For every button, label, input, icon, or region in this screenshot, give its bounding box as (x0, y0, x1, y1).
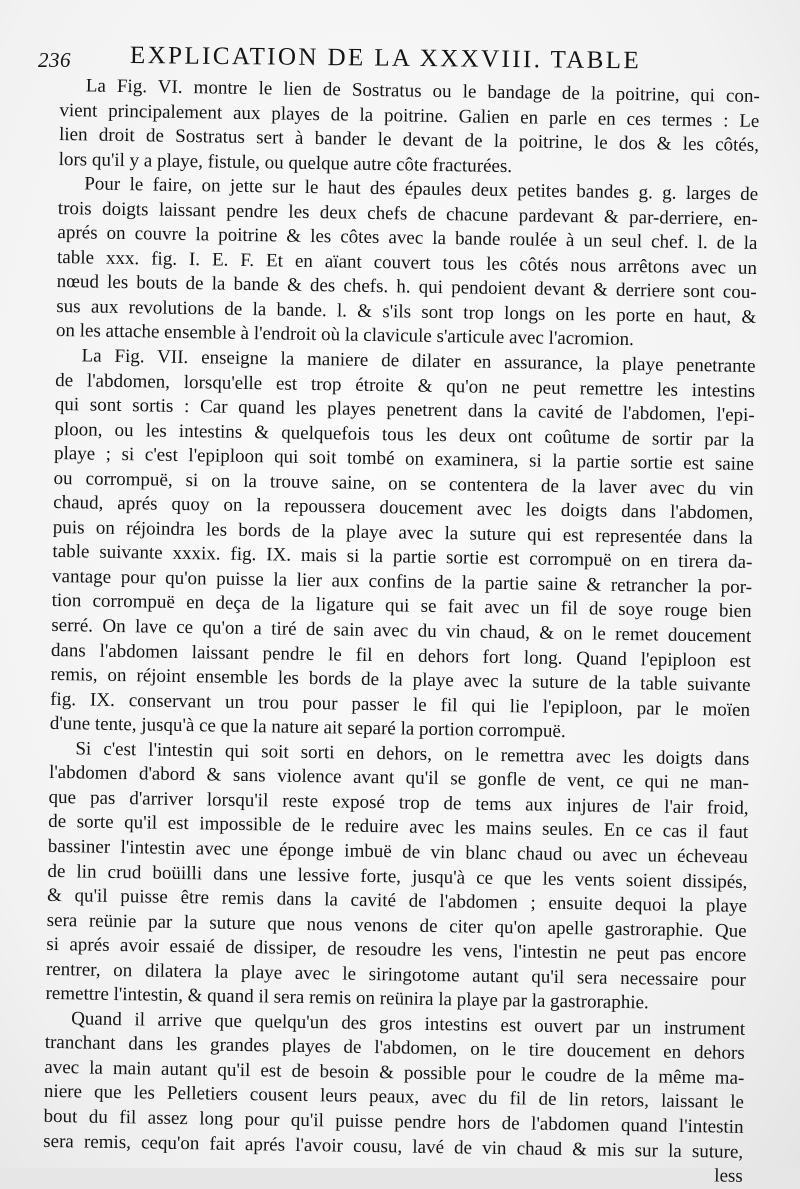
text-line: serré. On lave ce qu'on a tiré de sain avec du vin chaud, & on le remet doucement (51, 614, 752, 647)
text-line: remis, on réjoint ensemble les bords de la playe avec la suture de la table suivante (50, 664, 751, 697)
text-line: niere que les Pelletiers cousent leurs peaux, avec du fil de lin retors, laissant le (43, 1081, 745, 1114)
text-line: vient principalement aux playes de la poitrine. Galien en parle en ces termes : Le (59, 99, 760, 132)
text-line: remettre l'intestin, & quand il sera remis on reünira la playe par la gastroraphie. (45, 983, 649, 1014)
text-line: table suivante xxxix. fig. IX. mais si la partie sortie est corrompuë on en tirera da- (52, 541, 753, 574)
text-line: table xxx. fig. I. E. F. Et en aïant couvert tous les côtés nous arrêtons avec un (56, 246, 758, 279)
text-line: sera reünie par la suture que nous venons de citer qu'on apelle gastroraphie. Que (46, 909, 747, 942)
catchword: less (714, 1165, 743, 1187)
text-line: sus aux revolutions de la bande. l. & s'ils sont trop longs on les porte en haut, & (56, 295, 757, 328)
text-line: l'abdomen d'abord & sans violence avant qu'il se gonfle de vent, ce qui ne man- (48, 762, 750, 795)
text-line: tranchant dans les grandes playes de l'abdomen, on le tire doucement en dehors (44, 1032, 745, 1065)
text-line: de l'abdomen, lorsqu'elle est trop étroite & qu'on ne peut remettre les intestins (55, 369, 756, 402)
text-line: playe ; si c'est l'epiploon qui soit tombé on examinera, si la partie sortie est saine (53, 443, 755, 476)
text-line: & qu'il puisse être remis dans la cavité de l'abdomen ; ensuite dequoi la playe (46, 884, 748, 917)
text-line: de sorte qu'il est impossible de le reduire avec les mains seules. En ce cas il faut (48, 811, 749, 844)
text-line: puis on réjoindra les bords de la playe avec la suture qui est representée dans la (52, 516, 753, 549)
text-line: ou corrompuë, si on la trouve saine, on se contentera de la laver avec du vin (53, 467, 754, 500)
text-line: trois doigts laissant pendre les deux chefs de chacune pardevant & par-derriere, en- (57, 197, 758, 230)
page-number: 236 (38, 48, 71, 72)
text-line: La Fig. VII. enseigne la maniere de dilater en assurance, la playe penetrante (81, 345, 756, 377)
text-line: ploon, ou les intestins & quelquefois tous les deux ont coûtume de sortir par la (54, 418, 755, 451)
text-line: Si c'est l'intestin qui soit sorti en dehors, on le remettra avec les doigts dans (75, 738, 750, 770)
text-line: lien droit de Sostratus sert à bander le devant de la poitrine, le dos & les côtés, (58, 124, 760, 157)
text-line: dans l'abdomen laissant pendre le fil en dehors fort long. Quand l'epiploon est (50, 639, 752, 672)
text-line: bassiner l'intestin avec une éponge imbuë de vin blanc chaud ou avec un écheveau (47, 835, 748, 868)
text-line: lors qu'il y a playe, fistule, ou quelque autre côte fracturées. (58, 148, 513, 177)
text-line: aprés on couvre la poitrine & les côtes avec la bande roulée à un seul chef. l. de la (57, 222, 758, 255)
text-line: sera remis, cequ'on fait aprés l'avoir cousu, lavé de vin chaud & mis sur la suture, (43, 1130, 744, 1163)
text-line: si aprés avoir essaié de dissiper, de resoudre les vens, l'intestin ne peut pas encore (46, 934, 747, 967)
text-line: d'une tente, jusqu'à ce que la nature ait separé la portion corrompuë. (49, 713, 566, 743)
text-line: La Fig. VI. montre le lien de Sostratus ou le bandage de la poitrine, qui con- (85, 75, 760, 107)
text-line: vantage pour qu'on puisse la lier aux confins de la partie saine & retrancher la por- (51, 565, 753, 598)
text-line: que pas d'arriver lorsqu'il reste exposé trop de tems aux injures de l'air froid, (48, 786, 749, 819)
text-line: chaud, aprés quoy on la repoussera doucement avec les doigts dans l'abdomen, (53, 492, 754, 525)
text-line: bout du fil assez long pour qu'il puisse pendre hors de l'abdomen quand l'intestin (43, 1105, 744, 1138)
text-line: rentrer, on dilatera la playe avec le siringotome autant qu'il sera necessaire pour (45, 958, 747, 991)
text-line: nœud les bouts de la bande & des chefs. h. qui pendoient devant & derriere sont cou- (56, 271, 757, 304)
text-line: avec la main autant qu'il est de besoin & possible pour le coudre de la même ma- (44, 1056, 745, 1089)
text-line: Quand il arrive que quelqu'un des gros intestins est ouvert par un instrument (70, 1008, 746, 1040)
text-line: de lin crud boüilli dans une lessive forte, jusqu'à ce que les vents soient dissipés, (47, 860, 748, 893)
running-title: EXPLICATION DE LA XXXVIII. TABLE (129, 42, 642, 75)
body-text (43, 74, 760, 1189)
text-line: qui sont sortis : Car quand les playes penetrent dans la cavité de l'abdomen, l'epi- (54, 394, 755, 427)
text-line: fig. IX. conservant un trou pour passer le fil qui lie l'epiploon, par le moïen (50, 688, 751, 721)
text-line: on les attache ensemble à l'endroit où la clavicule s'articule avec l'acromion. (55, 320, 634, 351)
text-line: tion corrompuë en deça de la ligature qui se fait avec un fil de soye rouge bien (51, 590, 752, 623)
text-line: Pour le faire, on jette sur le haut des épaules deux petites bandes g. g. larges de (84, 173, 759, 206)
